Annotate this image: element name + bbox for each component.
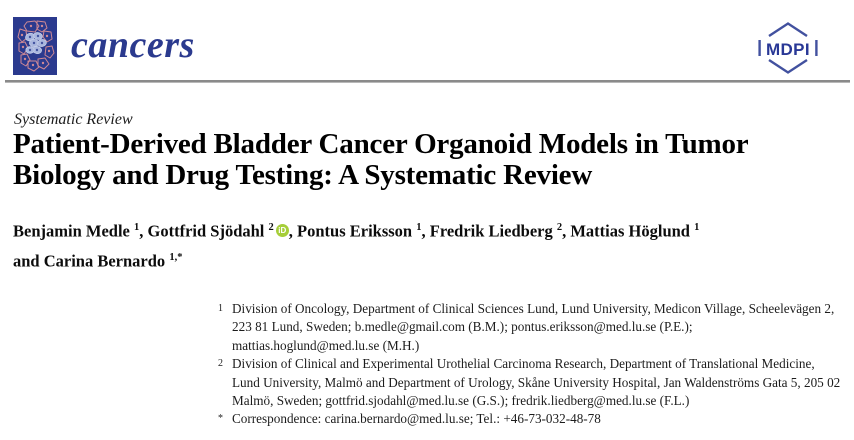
author-line-1 [13, 215, 793, 245]
affiliation-entry [218, 300, 842, 355]
title-line-2: Biology and Drug Testing: A Systematic Review [13, 159, 593, 191]
correspondence-marker: * [218, 413, 223, 425]
mdpi-logo [756, 19, 820, 77]
author-line-2 [13, 245, 793, 275]
author-name: , Mattias Höglund [562, 221, 695, 241]
article-type-label: Systematic Review [14, 111, 133, 128]
journal-logo [13, 17, 57, 75]
affiliation-marker: 2 [218, 358, 223, 370]
author-name: , Gottfrid Sjödahl [139, 221, 269, 241]
author-byline [13, 215, 793, 274]
author-name: , Pontus Eriksson [288, 221, 417, 241]
header-divider [5, 80, 850, 83]
cell-cluster-icon [13, 17, 57, 75]
correspondence-text: Correspondence: carina.bernardo@med.lu.se; Tel.: +46-73-032-48-78 [232, 411, 601, 427]
affiliations-block [218, 300, 842, 429]
affiliation-marker: 1 [134, 222, 140, 233]
page-title [13, 129, 848, 191]
title-line-1: Patient-Derived Bladder Cancer Organoid Models in Tumor [13, 128, 749, 160]
journal-name: cancers [71, 24, 195, 66]
affiliation-marker: 1,* [169, 251, 183, 263]
orcid-icon[interactable]: iD [276, 224, 289, 237]
affiliation-marker: 2 [556, 222, 563, 233]
affiliation-entry [218, 355, 842, 410]
affiliation-marker: 1 [694, 222, 700, 233]
affiliation-marker: 2 [268, 222, 274, 233]
affiliation-text: Division of Clinical and Experimental Urothelial Carcinoma Research, Department of Translational Medicine, Lund University, Malmö and Department of Urology, Skåne University Hospital, Jan Waldenströms Gata 5, 205 02 Malmö, Sweden; gottfrid.sjodahl@med.lu.se (G.S.); fredrik.liedberg@med.lu.se (F.L.) [232, 356, 841, 409]
affiliation-text: Division of Oncology, Department of Clinical Sciences Lund, Lund University, Medicon Village, Scheelevägen 2, 223 81 Lund, Sweden; b.medle@gmail.com (B.M.); pontus.eriksson@med.lu.se (P.E.); mattias.hoglund@med.lu.se (M.H.) [232, 301, 835, 353]
mdpi-logo-text: MDPI [765, 40, 811, 59]
correspondence-entry [218, 410, 842, 428]
author-name: Benjamin Medle [13, 221, 134, 241]
author-name: and Carina Bernardo [13, 251, 170, 270]
affiliation-marker: 1 [218, 303, 223, 314]
affiliation-marker: 1 [416, 222, 422, 233]
author-name: , Fredrik Liedberg [421, 221, 557, 241]
